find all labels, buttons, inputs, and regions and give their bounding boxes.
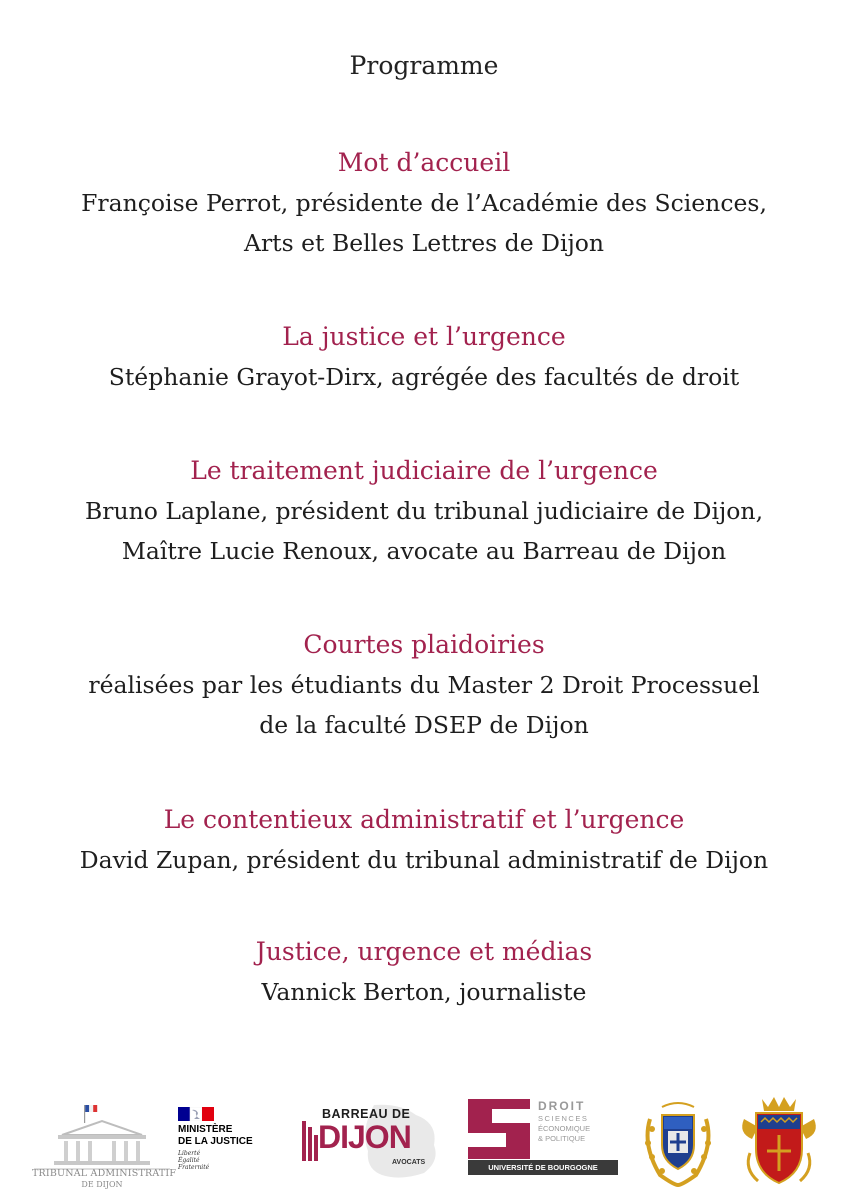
item-line: Françoise Perrot, présidente de l’Académie des Sciences, [81,189,767,217]
item-heading: Le traitement judiciaire de l’urgence [190,456,658,485]
coat-of-arms-icon [738,1093,820,1189]
barreau-line1: BARREAU DE [322,1107,411,1121]
tribunal-logo-line1: TRIBUNAL ADMINISTRATIF [32,1168,177,1179]
item-line: Maître Lucie Renoux, avocate au Barreau de Dijon [121,537,727,565]
droit-line4: & POLITIQUE [538,1134,586,1143]
item-line: David Zupan, président du tribunal administratif de Dijon [79,846,769,874]
item-heading: La justice et l’urgence [282,322,566,351]
universite-bourgogne-banner: UNIVERSITÉ DE BOURGOGNE [468,1160,618,1175]
item-heading: Justice, urgence et médias [255,937,593,966]
item-line: Vannick Berton, journaliste [261,978,587,1006]
barreau-dijon-logo [296,1101,446,1181]
motto-fraternite: Fraternité [178,1164,210,1171]
university-emblem-icon [468,1099,530,1159]
ministere-line2: DE LA JUSTICE [178,1136,253,1147]
programme-item-plaidoiries [0,625,848,745]
motto-liberte: Liberté [178,1150,201,1157]
item-heading: Le contentieux administratif et l’urgence [163,805,685,834]
item-line: de la faculté DSEP de Dijon [259,711,589,739]
droit-sciences-logo [468,1099,618,1179]
marianne-icon [178,1107,214,1121]
droit-line3: ÉCONOMIQUE [538,1124,591,1133]
programme-item-medias [0,932,848,1012]
laurel-crest-icon [640,1095,716,1187]
item-line: réalisées par les étudiants du Master 2 Droit Processuel [88,671,760,699]
page-title: Programme [349,51,499,80]
programme-item-contentieux [0,800,848,880]
ministere-justice-logo [178,1107,288,1177]
programme-item-traitement-judiciaire [0,451,848,571]
academie-crest-logo [640,1095,716,1187]
dijon-arms-logo [738,1093,820,1189]
item-line: Stéphanie Grayot-Dirx, agrégée des facultés de droit [108,363,740,391]
item-line: Arts et Belles Lettres de Dijon [243,229,605,257]
partner-logos [0,1085,848,1195]
item-heading: Mot d’accueil [337,148,511,177]
programme-item-justice-urgence [0,317,848,397]
ministere-line1: MINISTÈRE [178,1124,233,1135]
droit-line2: SCIENCES [538,1114,589,1123]
tribunal-administratif-logo [32,1095,177,1193]
programme-item-welcome [0,143,848,263]
item-line: Bruno Laplane, président du tribunal judiciaire de Dijon, [84,497,764,525]
barreau-line3: AVOCATS [392,1159,426,1166]
tribunal-logo-line2: DE DIJON [81,1180,123,1189]
motto-egalite: Égalité [178,1157,200,1164]
barreau-line2: DIJON [318,1119,411,1155]
droit-line1: DROIT [538,1099,586,1113]
item-heading: Courtes plaidoiries [303,630,545,659]
